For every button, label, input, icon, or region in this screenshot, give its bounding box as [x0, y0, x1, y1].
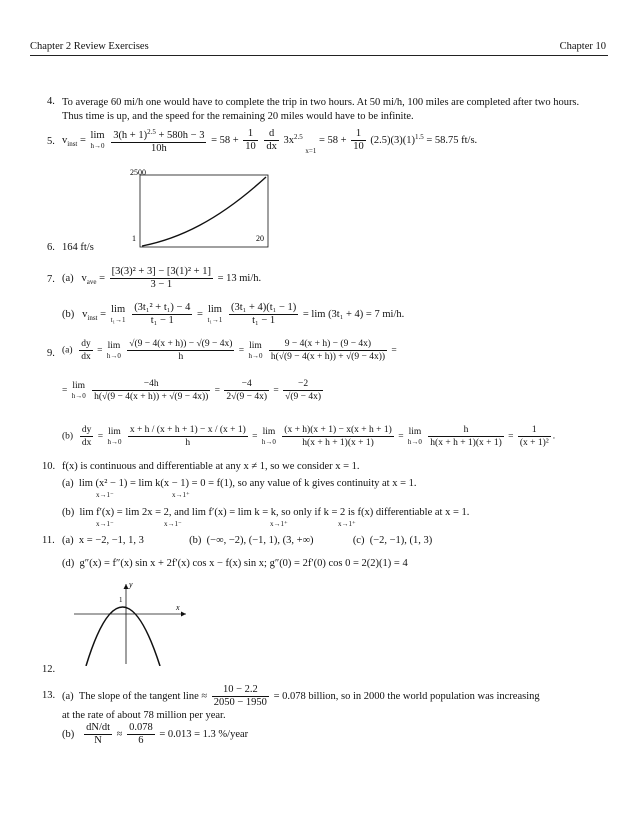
exercise-10b-sub4: x→1⁺ — [338, 520, 356, 528]
exercise-7b: (b) $v_{inst}$ = lim t₁→1 $\frac{\text{(3t₁² + t₁) − 4}}{\text{t₁ − 1}}$ = lim t₁→1 $\frac{\text{(3t₁ + 4)(t₁ − 1)}}{\text{t₁ − 1}}$ = lim (3t₁ + 4) = 7 mi/h. — [62, 302, 405, 326]
exercise-10b: (b) lim f′(x) = lim 2x = 2, and lim f′(x) = lim k = k, so only if k = 2 is f(x) differentiable at x = 1. — [62, 507, 470, 518]
exercise-13b: (b) $\frac{dN/dt}{N}$ ≈ $\frac{0.078}{6}$ = 0.013 = 1.3 %/year — [62, 722, 249, 746]
exercise-10-number: 10. — [42, 461, 56, 472]
exercise-4-number: 4. — [47, 96, 55, 107]
graph-ymax-label: 2500 — [130, 168, 146, 177]
exercise-10b-sub3: x→1⁺ — [270, 520, 288, 528]
x-axis-arrow — [181, 612, 186, 617]
exercise-11d: (d) g″(x) = f″(x) sin x + 2f′(x) cos x − f(x) sin x; g″(0) = 2f′(0) cos 0 = 2(2)(1) = 4 — [62, 558, 408, 569]
exercise-11abc: (a) x = −2, −1, 1, 3 (b) (−∞, −2), (−1, 1), (3, +∞) (c) (−2, −1), (1, 3) — [62, 535, 433, 546]
header-left: Chapter 2 Review Exercises — [30, 41, 149, 52]
exercise-12-graph — [70, 578, 200, 666]
exercise-10b-sub1: x→1⁻ — [96, 520, 114, 528]
exercise-10-text: f(x) is continuous and differentiable at any x ≠ 1, so we consider x = 1. — [62, 461, 360, 472]
y-axis-arrow — [124, 584, 129, 589]
exercise-9a-line1: (a) $\frac{dy}{dx}$ = lim h→0 $\frac{√(9 - 4(x + h)) - √(9 - 4x)}{h}$ = lim h→0 $\frac{9 - 4(x + h) - (9 - 4x)}{h(√(9 - 4(x + h)) + √(9 - 4x))}$ = — [62, 339, 397, 362]
header-right: Chapter 10 — [559, 41, 606, 52]
exercise-10a-sub2: x→1⁺ — [172, 491, 190, 499]
exercise-5-number: 5. — [47, 136, 55, 147]
x-axis-label: x — [176, 603, 180, 612]
exercise-9a-line2: = lim h→0 $\frac{-4h}{h(√(9 - 4(x + h)) + √(9 - 4x))}$ = $\frac{-4}{2√(9 - 4x)}$ = $\frac{-2}{√(9 - 4x)}$ — [62, 379, 322, 402]
y-tick-label: 1 — [119, 596, 123, 604]
exercise-13a: (a) The slope of the tangent line ≈ $\frac{10 - 2.2}{2050 - 1950}$ = 0.078 billion, so in 2000 the world population was increasing — [62, 684, 540, 708]
graph-frame — [140, 175, 268, 247]
exercise-10a-sub1: x→1⁻ — [96, 491, 114, 499]
exercise-7-number: 7. — [47, 274, 55, 285]
exercise-7a: (a) $v_{ave}$ = $\frac{\text{[3(3)² + 3] − [3(1)² + 1]}}{3 - 1}$ = 13 mi/h. — [62, 266, 262, 290]
exercise-6-number: 6. — [47, 242, 55, 253]
exercise-6-answer: 164 ft/s — [62, 242, 94, 253]
header-rule — [30, 55, 608, 56]
exercise-9b: (b) $\frac{dy}{dx}$ = lim h→0 $\frac{x + h / (x + h + 1) - x / (x + 1)}{h}$ = lim h→0 $\frac{(x + h)(x + 1) - x(x + h + 1)}{h(x + h + 1)(x + 1)}$ = lim h→0 $\frac{h}{h(x + h + 1)(x + 1)}$ = $\frac{1}{\text{(x + 1)²}}$ . — [62, 425, 556, 448]
y-axis-label: y — [129, 580, 133, 589]
exercise-12-number: 12. — [42, 664, 56, 675]
graph-xmax-label: 20 — [256, 234, 264, 243]
exercise-9-number: 9. — [47, 348, 55, 359]
exercise-11-number: 11. — [42, 535, 55, 546]
exercise-10a: (a) lim (x² − 1) = lim k(x − 1) = 0 = f(1), so any value of k gives continuity at x = 1. — [62, 478, 417, 489]
exercise-10b-sub2: x→1⁻ — [164, 520, 182, 528]
graph-xmin-label: 1 — [132, 234, 136, 243]
exercise-13-number: 13. — [42, 690, 56, 701]
exercise-5-equation: $v_{inst}$ = lim h→0 $\frac{3(h + 1)^{2.5} + 580h - 3}{10h}$ = 58 + $\frac{1}{10}$ $\frac{d}{dx}$ $3x^{2.5}$ $_{x=1}$ = 58 + $\frac{1}{10}$ $(2.5)(3)(1)^{1.5} = 58.75$ ft/s. — [62, 128, 478, 155]
graph-curve — [142, 177, 266, 246]
exercise-4-text: To average 60 mi/h one would have to complete the trip in two hours. At 50 mi/h, 100 miles are completed after two hours. Thus time is up, and the speed for the remaining 20 miles would have to be infinite. — [62, 97, 580, 122]
parabola — [86, 607, 160, 666]
exercise-13a-cont: at the rate of about 78 million per year. — [62, 710, 226, 721]
